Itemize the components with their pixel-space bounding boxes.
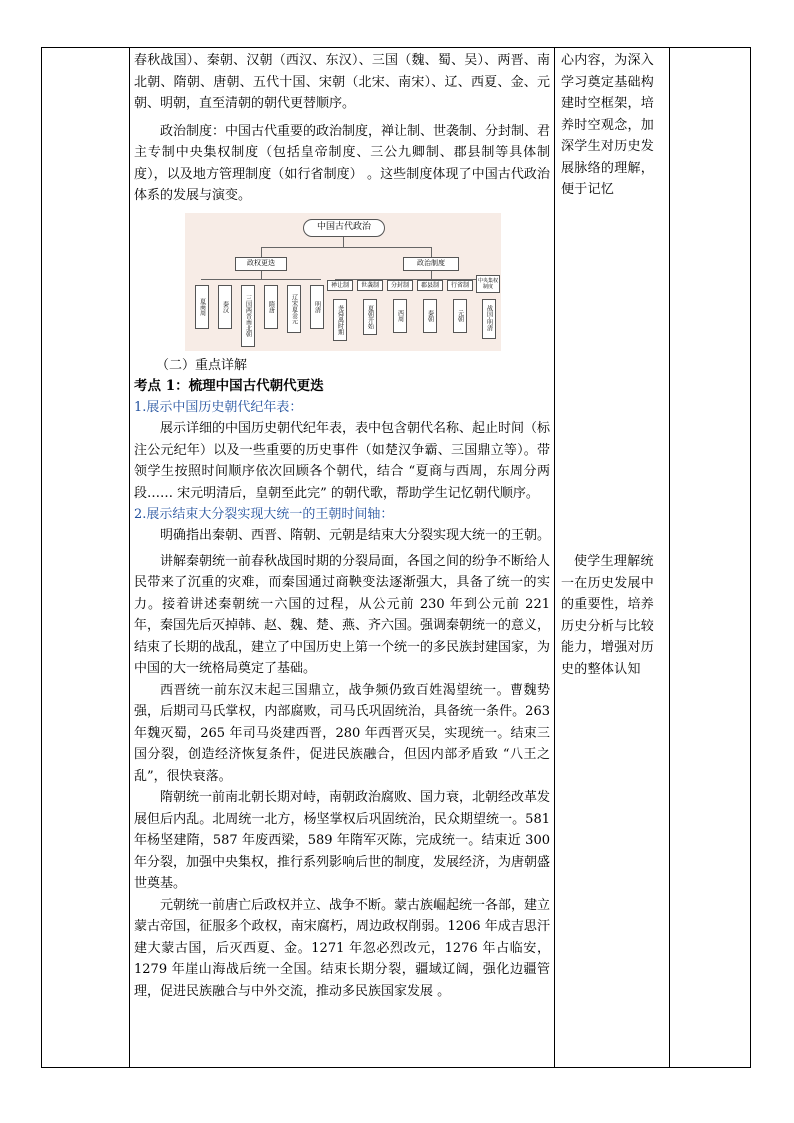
section1-text: 展示详细的中国历史朝代纪年表，表中包含朝代名称、起止时间（标注公元纪年）以及一些重要的历史事件（如楚汉争霸、三国鼎立等）。带领学生按照时间顺序依次回顾各个朝代，结合 “夏商与西周，东周分两段…… 宋元明清后，皇朝至此完” 的朝代歌，帮助学生记忆朝代顺序。 (134, 421, 551, 501)
section2-paragraph: 元朝统一前唐亡后政权并立、战争不断。蒙古族崛起统一各部，建立蒙古帝国，征服多个政权，南宋腐朽，周边政权削弱。1206 年成吉思汗建大蒙古国，后灭西夏、金。1271 年忽必烈改元，1276 年占临安，1279 年崖山海战后统一全国。结束长期分裂，疆域辽阔，强化边疆管理，促进民族融合与中外交流，推动多民族国家发展 。 (134, 897, 551, 999)
section1-title: 1.展示中国历史朝代纪年表： (134, 400, 303, 415)
diagram-left-leaf: 隋唐 (264, 285, 278, 329)
lesson-table (41, 47, 751, 1068)
section2-title: 2.展示结束大分裂实现大统一的王朝时间轴： (134, 507, 394, 522)
main-content-column (134, 48, 550, 1002)
intro-dynasties-text: 春秋战国）、秦朝、汉朝（西汉、东汉）、三国（魏、蜀、吴）、两晋、南北朝、隋朝、唐朝、五代十国、宋朝（北宋、南宋）、辽、西夏、金、元朝、明朝，直至清朝的朝代更替顺序。 (134, 53, 550, 111)
diagram-right-item: 禅让制 (327, 280, 353, 291)
diagram-right-sub: 夏朝开始 (363, 299, 377, 335)
intro-politics-text: 政治制度：中国古代重要的政治制度，禅让制、世袭制、分封制、君主专制中央集权制度（包括皇帝制度、三公九卿制、郡县制等具体制度），以及地方管理制度（如行省制度） 。这些制度体现了中国古代政治体系的发展与演变。 (134, 123, 551, 203)
diagram-left-leaf: 秦汉 (218, 285, 232, 329)
diagram-right-sub: 战国-明清 (482, 299, 496, 339)
diagram-branch-left: 政权更迭 (235, 257, 287, 271)
diagram-right-item: 世袭制 (357, 280, 383, 291)
diagram-right-sub: 秦朝 (423, 299, 437, 333)
diagram-right-item: 郡县制 (417, 280, 443, 291)
politics-diagram (185, 213, 501, 351)
diagram-left-leaf: 辽宋夏金元 (287, 285, 301, 333)
diagram-branch-right: 政治制度 (403, 257, 459, 271)
column-divider (554, 48, 555, 1067)
diagram-right-sub: 尧舜禹时期 (333, 299, 347, 341)
diagram-left-leaf: 夏商周 (195, 285, 209, 329)
section2-paragraph: 隋朝统一前南北朝长期对峙，南朝政治腐败、国力衰，北朝经改革发展但后内乱。北周统一北方，杨坚掌权后巩固统治，民众期望统一。581 年杨坚建隋，587 年废西梁，589 年隋军灭陈，完成统一。结束近 300 年分裂，加强中央集权，推行系列影响后世的制度，发展经济，为唐朝盛世奠基。 (134, 790, 551, 891)
diagram-right-sub: 元朝 (453, 299, 467, 333)
design-intent-column (561, 48, 665, 677)
diagram-root: 中国古代政治 (303, 219, 385, 237)
section2-paragraph: 讲解秦朝统一前春秋战国时期的分裂局面，各国之间的纷争不断给人民带来了沉重的灾难，而秦国通过商鞅变法逐渐强大，具备了统一的实力。接着讲述秦朝统一六国的过程，从公元前 230 年到公元前 221 年，秦国先后灭掉韩、赵、魏、楚、燕、齐六国。强调秦朝统一的意义，结束了长期的战乱，建立了中国历史上第一个统一的多民族封建国家，为中国的大一统格局奠定了基础。 (134, 553, 551, 676)
diagram-left-leaf: 明清 (310, 285, 324, 329)
design-intent-note: 心内容，为深入学习奠定基础构建时空框架，培养时空观念，加深学生对历史发展脉络的理解，便于记忆 (561, 53, 655, 197)
section-heading: （二）重点详解 (156, 357, 248, 373)
column-divider (669, 48, 670, 1067)
section2-paragraph: 明确指出秦朝、西晋、隋朝、元朝是结束大分裂实现大统一的王朝。 (160, 528, 551, 543)
column-divider (129, 48, 130, 1067)
diagram-left-leaf: 三国两晋南北朝 (241, 285, 255, 347)
design-intent-note: 使学生理解统一在历史发展中的重要性，培养历史分析与比较能力，增强对历史的整体认知 (561, 554, 655, 677)
diagram-right-item: 行省制 (447, 280, 473, 291)
diagram-right-sub: 西周 (393, 299, 407, 333)
kaodian-title: 考点 1：梳理中国古代朝代更迭 (134, 378, 324, 394)
section2-paragraph: 西晋统一前东汉末起三国鼎立，战争频仍致百姓渴望统一。曹魏势强，后期司马氏掌权，内部腐败，司马氏巩固统治，具备统一条件。263 年魏灭蜀，265 年司马炎建西晋，280 年西晋灭吴，实现统一。结束三国分裂，创造经济恢复条件，促进民族融合，但因内部矛盾致 “八王之乱”，很快衰落。 (134, 682, 550, 784)
diagram-right-item: 分封制 (387, 280, 413, 291)
diagram-right-item: 中央集权制度 (476, 275, 500, 293)
